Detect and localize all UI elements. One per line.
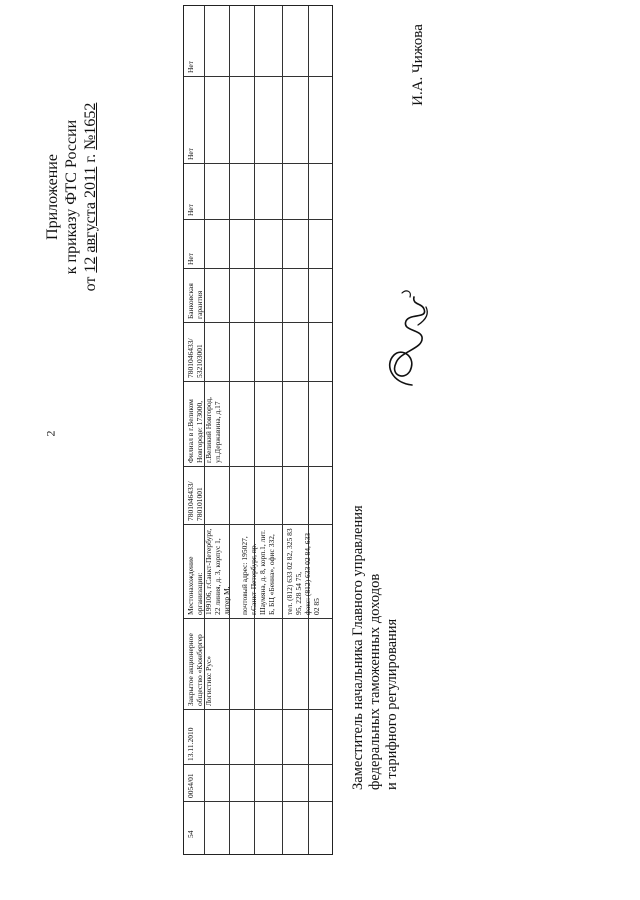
table-row-divider [282,6,283,854]
registration-date: 13.11.2010 [186,727,195,761]
table-column-divider [184,709,332,710]
order-month-year: августа 2011 [82,166,99,253]
registration-number: 0054/01 [186,773,195,798]
signer-title-line: и тарифного регулирования [384,618,400,790]
table-row-divider [254,6,255,854]
inn-kpp: 7801046433/ 780101001 [186,481,204,521]
column-c-value: Нет [186,147,195,160]
guarantee-type: Банковская гарантия [186,283,204,319]
column-a-value: Нет [186,252,195,265]
table-column-divider [184,322,332,323]
page-number: 2 [43,430,58,437]
appendix-title: Приложение [44,154,61,240]
signer-title [350,505,500,790]
order-date-number: от 12 августа 2011 г. №1652 [82,102,99,292]
order-reference: к приказу ФТС России [63,119,80,275]
appendix-header [43,67,121,327]
handwritten-signature [372,285,442,395]
organization-name: Закрытое акционерное общество «Кюнбергер Логистикс Рус» [186,633,213,706]
table-column-divider [184,268,332,269]
branch-inn-kpp: 7801046433/ 532103001 [186,338,204,378]
column-d-value: Нет [186,60,195,73]
table-column-divider [184,219,332,220]
signer-title-line: федеральных таможенных доходов [367,573,383,790]
order-day: 12 [82,256,99,273]
table-column-divider [184,801,332,802]
table-row-divider [308,6,309,854]
table-row-divider [229,6,230,854]
table-column-divider [184,163,332,164]
organization-address: Местонахождение организации: 199106, г.Санкт-Петербург, 22 линия, д. 3, корпус 1, литер М, почтовый адрес: 195027, г.Санкт-Петербург, пр. Шаумяна, д. 8, корп.1, лит. Б, БЦ «Бенна», офис 332, тел. (812) 633 02 82, 325 83 95, 228 54 75, факс: (812) 633 02 84, 633 02 85 [186,528,321,615]
row-index: 54 [186,830,195,838]
registry-table [183,5,333,855]
table-column-divider [184,76,332,77]
column-b-value: Нет [186,203,195,216]
branch-address: Филиал в г.Великом Новгороде: 173000, г.Великий Новгород, ул.Державина, д.17 [186,396,222,463]
signer-title-line: Заместитель начальника Главного управления [350,505,366,790]
table-column-divider [184,466,332,467]
table-column-divider [184,764,332,765]
order-number: №1652 [82,102,99,150]
signer-name: И.А. Чижова [410,24,426,106]
